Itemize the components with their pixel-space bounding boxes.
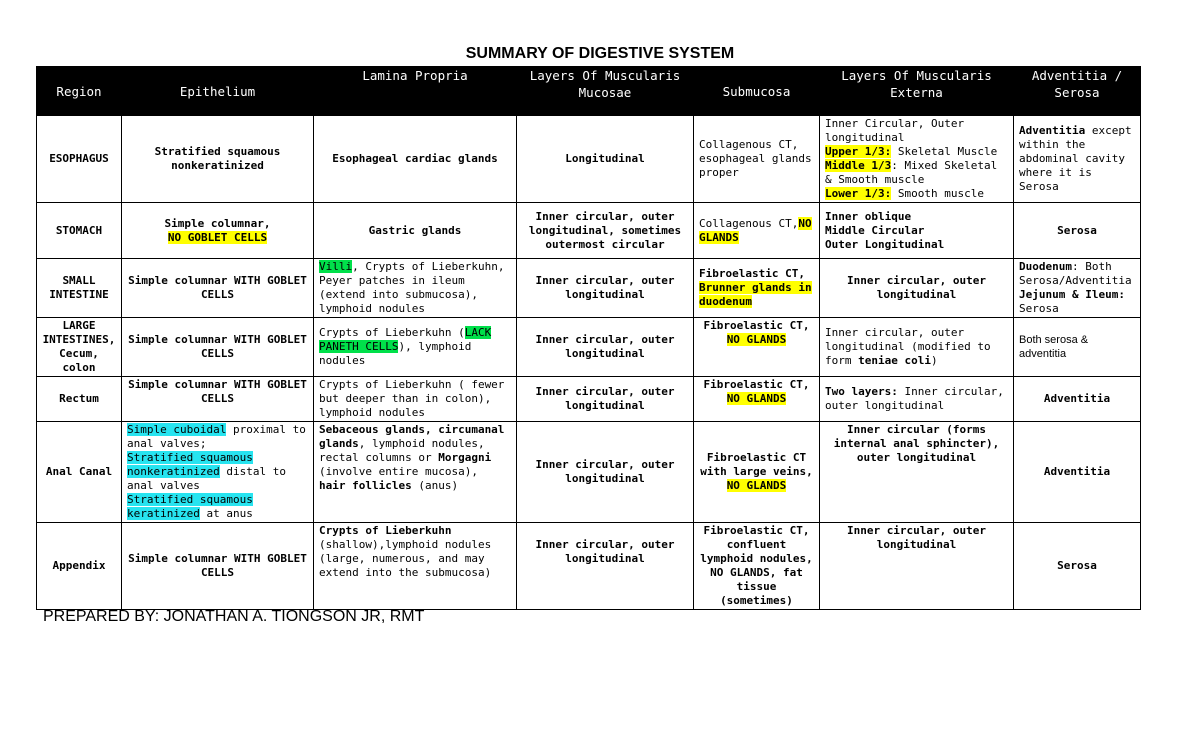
highlight-villi: Villi (319, 260, 353, 273)
cell-epithelium: Simple columnar WITH GOBLET CELLS (122, 377, 314, 422)
bold-term: Morgagni (438, 451, 492, 464)
highlight-lower-third: Lower 1/3: (825, 187, 892, 200)
highlight-no-glands: NO GLANDS (699, 216, 812, 244)
table-row-small-intestine (37, 259, 1141, 318)
cell-submucosa (694, 203, 820, 259)
epithelium-text: distal to anal valves (127, 465, 286, 492)
prepared-by: PREPARED BY: JONATHAN A. TIONGSON JR, RMT (43, 608, 425, 625)
cell-adventitia (1014, 116, 1141, 203)
cell-muscularis-externa: Inner circular, outer longitudinal (820, 523, 1014, 610)
cell-lamina-propria (314, 422, 517, 523)
lamina-text: Crypts of Lieberkuhn ( (319, 326, 465, 339)
header-row (37, 67, 1141, 116)
cell-muscularis-externa: Inner circular, outer longitudinal (820, 259, 1014, 318)
cell-lamina-propria (314, 318, 517, 377)
table-row-stomach (37, 203, 1141, 259)
bold-term: Jejunum & Ileum: (1019, 288, 1125, 301)
bold-term: Duodenum (1019, 260, 1072, 273)
externa-line: Middle Circular (825, 223, 925, 237)
highlight-simple-cuboidal: Simple cuboidal (127, 423, 227, 436)
cell-submucosa (694, 259, 820, 318)
bold-term: Crypts of Lieberkuhn (319, 524, 452, 537)
bold-term: Adventitia (1019, 124, 1086, 137)
externa-text: Skeletal Muscle (891, 145, 998, 158)
header-muscularis-mucosae: Layers Of Muscularis Mucosae (517, 67, 694, 116)
cell-muscularis-mucosae: Inner circular, outer longitudinal, sometimes outermost circular (517, 203, 694, 259)
cell-muscularis-mucosae: Inner circular, outer longitudinal (517, 523, 694, 610)
table-row-appendix (37, 523, 1141, 610)
cell-region: STOMACH (37, 203, 122, 259)
cell-region: Rectum (37, 377, 122, 422)
cell-adventitia: Adventitia (1014, 422, 1141, 523)
highlight-middle-third: Middle 1/3 (825, 159, 892, 172)
bold-term: Sebaceous glands, circumanal glands (319, 423, 505, 450)
lamina-text: , lymphoid nodules, rectal columns or (319, 437, 485, 464)
submucosa-text: Fibroelastic CT, (703, 378, 810, 391)
cell-submucosa (694, 422, 820, 523)
header-submucosa: Submucosa (694, 67, 820, 116)
submucosa-text: Fibroelastic CT, (699, 267, 805, 280)
cell-region: Appendix (37, 523, 122, 610)
externa-line: Inner oblique (825, 209, 912, 223)
lamina-text: (anus) (411, 479, 459, 492)
cell-muscularis-mucosae: Inner circular, outer longitudinal (517, 422, 694, 523)
lamina-text: , Crypts of Lieberkuhn, Peyer patches in ileum (extend into submucosa), lymphoid nodules (319, 260, 505, 315)
bold-term: teniae coli (858, 354, 931, 367)
submucosa-text: Collagenous CT, (699, 216, 799, 230)
cell-muscularis-mucosae: Inner circular, outer longitudinal (517, 377, 694, 422)
header-adventitia-serosa: Adventitia / Serosa (1014, 67, 1141, 116)
cell-region: Anal Canal (37, 422, 122, 523)
cell-adventitia: Serosa (1014, 203, 1141, 259)
header-muscularis-externa: Layers Of Muscularis Externa (820, 67, 1014, 116)
highlight-no-glands: NO GLANDS (726, 392, 787, 405)
cell-lamina-propria: Gastric glands (314, 203, 517, 259)
header-lamina-propria: Lamina Propria (314, 67, 517, 116)
bold-term: hair follicles (319, 479, 412, 492)
highlight-no-glands: NO GLANDS (726, 479, 787, 492)
cell-adventitia: Serosa (1014, 523, 1141, 610)
externa-text: ) (930, 354, 938, 367)
table-row-large-intestine (37, 318, 1141, 377)
cell-submucosa: Fibroelastic CT, confluent lymphoid nodules, NO GLANDS, fat tissue (sometimes) (694, 523, 820, 610)
adventitia-text: except within the abdominal cavity where it is Serosa (1019, 124, 1132, 193)
digestive-summary-table (36, 66, 1141, 610)
highlight-no-goblet: NO GOBLET CELLS (167, 230, 268, 244)
cell-lamina-propria (314, 259, 517, 318)
cell-epithelium: Simple columnar WITH GOBLET CELLS (122, 318, 314, 377)
highlight-no-glands: NO GLANDS (726, 333, 787, 346)
externa-text: Inner Circular, Outer longitudinal (825, 117, 965, 144)
cell-adventitia (1014, 259, 1141, 318)
document-title: SUMMARY OF DIGESTIVE SYSTEM (465, 45, 735, 62)
adventitia-text: Serosa (1019, 302, 1059, 315)
header-epithelium: Epithelium (122, 67, 314, 116)
lamina-text: (shallow),lymphoid nodules (large, numerous, and may extend into the submucosa) (319, 538, 492, 579)
submucosa-text: Fibroelastic CT, (703, 319, 810, 332)
table-row-esophagus (37, 116, 1141, 203)
cell-muscularis-externa (820, 318, 1014, 377)
epithelium-text: Simple columnar, (164, 216, 271, 230)
highlight-stratified-nonkeratinized: Stratified squamous nonkeratinized (127, 451, 253, 478)
cell-epithelium: Simple columnar WITH GOBLET CELLS (122, 259, 314, 318)
highlight-upper-third: Upper 1/3: (825, 145, 892, 158)
submucosa-text: Fibroelastic CT with large veins, (700, 451, 813, 478)
bold-term: Two layers: (825, 385, 898, 398)
highlight-stratified-keratinized: Stratified squamous keratinized (127, 493, 253, 520)
cell-epithelium (122, 422, 314, 523)
cell-epithelium: Stratified squamous nonkeratinized (122, 116, 314, 203)
cell-epithelium (122, 203, 314, 259)
lamina-text: (involve entire mucosa), (319, 465, 478, 478)
cell-lamina-propria (314, 523, 517, 610)
cell-muscularis-externa (820, 116, 1014, 203)
highlight-brunner-glands: Brunner glands in duodenum (699, 281, 812, 308)
cell-region: ESOPHAGUS (37, 116, 122, 203)
header-region: Region (37, 67, 122, 116)
externa-text: Inner circular, outer longitudinal (825, 385, 1004, 412)
cell-muscularis-externa: Inner circular (forms internal anal sphincter), outer longitudinal (820, 422, 1014, 523)
cell-region: LARGE INTESTINES, Cecum, colon (37, 318, 122, 377)
cell-adventitia: Adventitia (1014, 377, 1141, 422)
adventitia-text: : Both Serosa/Adventitia (1019, 260, 1132, 287)
table-row-rectum (37, 377, 1141, 422)
cell-region: SMALL INTESTINE (37, 259, 122, 318)
cell-epithelium: Simple columnar WITH GOBLET CELLS (122, 523, 314, 610)
epithelium-text: at anus (199, 507, 253, 520)
highlight-lack-paneth: LACK PANETH CELLS (319, 326, 492, 353)
cell-submucosa (694, 318, 820, 377)
cell-lamina-propria: Esophageal cardiac glands (314, 116, 517, 203)
cell-muscularis-mucosae: Inner circular, outer longitudinal (517, 259, 694, 318)
lamina-text: ), lymphoid nodules (319, 340, 472, 367)
externa-line: Outer Longitudinal (825, 237, 945, 251)
cell-lamina-propria: Crypts of Lieberkuhn ( fewer but deeper than in colon), lymphoid nodules (314, 377, 517, 422)
cell-muscularis-externa (820, 377, 1014, 422)
cell-adventitia: Both serosa & adventitia (1014, 318, 1141, 377)
cell-submucosa: Collagenous CT, esophageal glands proper (694, 116, 820, 203)
cell-muscularis-mucosae: Inner circular, outer longitudinal (517, 318, 694, 377)
cell-muscularis-externa (820, 203, 1014, 259)
externa-text: : Mixed Skeletal & Smooth muscle (825, 159, 998, 186)
cell-muscularis-mucosae: Longitudinal (517, 116, 694, 203)
cell-submucosa (694, 377, 820, 422)
externa-text: Inner circular, outer longitudinal (modified to form (825, 326, 991, 367)
externa-text: Smooth muscle (891, 187, 984, 200)
table-row-anal-canal (37, 422, 1141, 523)
epithelium-text: proximal to anal valves; (127, 423, 306, 450)
